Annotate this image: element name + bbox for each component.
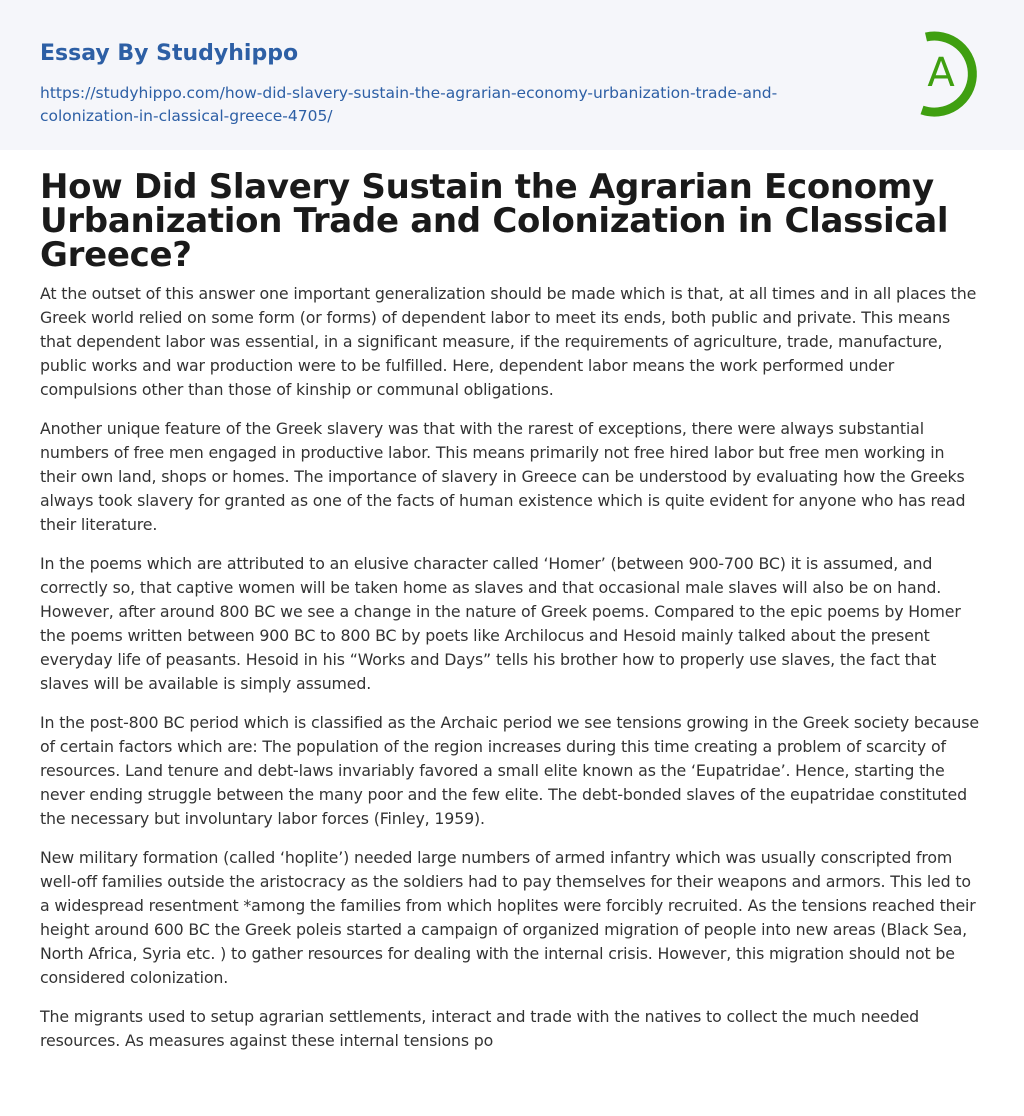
paragraph: The migrants used to setup agrarian settlements, interact and trade with the natives to collect the much needed resources. As measures against these internal tensions po <box>40 1007 920 1050</box>
paragraph: In the poems which are attributed to an elusive character called ‘Homer’ (between 900-700 BC) it is assumed, and correctly so, that captive women will be taken home as slaves and that occasional male slaves will also be on hand. However, after around 800 BC we see a change in the nature of Greek poems. Compared to the epic poems by Homer the poems written between 900 BC to 800 BC by poets like Archilocus and Hesoid mainly talked about the present everyday life of peasants. Hesoid in his “Works and Days” tells his brother how to properly use slaves, the fact that slaves will be available is simply assumed. <box>40 554 961 693</box>
svg-text:A: A <box>927 50 955 96</box>
article-title: How Did Slavery Sustain the Agrarian Economy Urbanization Trade and Colonization in Classical Greece? <box>40 167 949 275</box>
source-url-link[interactable]: https://studyhippo.com/how-did-slavery-sustain-the-agrarian-economy-urbanization-trade-and-colonization-in-classical-greece-4705/ <box>40 84 778 125</box>
site-header <box>0 0 1024 150</box>
article <box>0 150 1024 1053</box>
paragraph: New military formation (called ‘hoplite’) needed large numbers of armed infantry which was usually conscripted from well-off families outside the aristocracy as the soldiers had to pay themselves for their weapons and armors. This led to a widespread resentment *among the families from which hoplites were forcibly recruited. As the tensions reached their height around 600 BC the Greek poleis started a campaign of organized migration of people into new areas (Black Sea, North Africa, Syria etc. ) to gather resources for dealing with the internal crisis. However, this migration should not be considered colonization. <box>40 848 976 987</box>
studyhippo-logo-icon[interactable] <box>896 28 988 120</box>
paragraph: In the post-800 BC period which is classified as the Archaic period we see tensions growing in the Greek society because of certain factors which are: The population of the region increases during this time creating a problem of scarcity of resources. Land tenure and debt-laws invariably favored a small elite known as the ‘Eupatridae’. Hence, starting the never ending struggle between the many poor and the few elite. The debt-bonded slaves of the eupatridae constituted the necessary but involuntary labor forces (Finley, 1959). <box>40 713 979 828</box>
paragraph: At the outset of this answer one important generalization should be made which is that, at all times and in all places the Greek world relied on some form (or forms) of dependent labor to meet its ends, both public and private. This means that dependent labor was essential, in a significant measure, if the requirements of agriculture, trade, manufacture, public works and war production were to be fulfilled. Here, dependent labor means the work performed under compulsions other than those of kinship or communal obligations. <box>40 284 977 399</box>
brand-title: Essay By Studyhippo <box>40 41 299 66</box>
paragraph: Another unique feature of the Greek slavery was that with the rarest of exceptions, there were always substantial numbers of free men engaged in productive labor. This means primarily not free hired labor but free men working in their own land, shops or homes. The importance of slavery in Greece can be understood by evaluating how the Greeks always took slavery for granted as one of the facts of human existence which is quite evident for anyone who has read their literature. <box>40 419 966 534</box>
